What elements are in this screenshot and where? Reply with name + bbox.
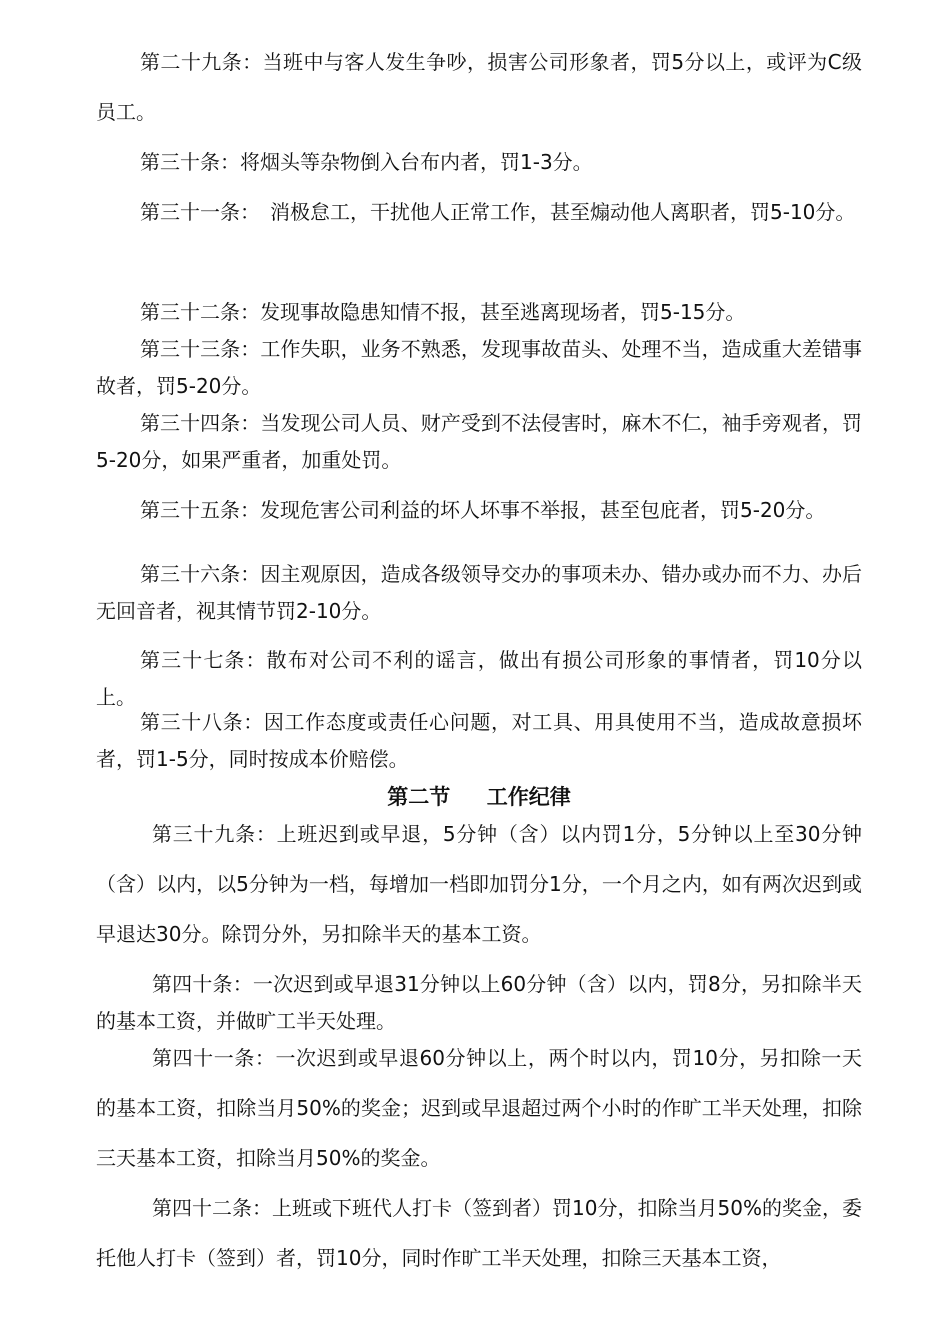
article-41: 第四十一条：一次迟到或早退60分钟以上，两个时以内，罚10分，另扣除一天的基本工资，扣除当月50%的奖金；迟到或早退超过两个小时的作旷工半天处理，扣除三天基本工资，扣除当月50%的奖金。 (96, 1046, 862, 1170)
article-37: 第三十七条：散布对公司不利的谣言，做出有损公司形象的事情者，罚10分以上。 (96, 648, 862, 709)
section-number: 第二节 (387, 785, 451, 809)
article-39: 第三十九条：上班迟到或早退，5分钟（含）以内罚1分，5分钟以上至30分钟（含）以内，以5分钟为一档，每增加一档即加罚分1分，一个月之内，如有两次迟到或早退达30分。除罚分外，另扣除半天的基本工资。 (96, 822, 862, 946)
article-36: 第三十六条：因主观原因，造成各级领导交办的事项未办、错办或办而不力、办后无回音者，视其情节罚2-10分。 (96, 562, 862, 623)
article-30: 第三十条：将烟头等杂物倒入台布内者，罚1-3分。 (140, 150, 593, 174)
article-35: 第三十五条：发现危害公司利益的坏人坏事不举报，甚至包庇者，罚5-20分。 (140, 498, 826, 522)
article-42: 第四十二条：上班或下班代人打卡（签到者）罚10分，扣除当月50%的奖金，委托他人打卡（签到）者，罚10分，同时作旷工半天处理，扣除三天基本工资， (96, 1196, 862, 1270)
article-40: 第四十条：一次迟到或早退31分钟以上60分钟（含）以内，罚8分，另扣除半天的基本工资，并做旷工半天处理。 (96, 972, 862, 1033)
article-31: 第三十一条： 消极怠工，干扰他人正常工作，甚至煽动他人离职者，罚5-10分。 (140, 200, 856, 224)
section-title-text: 工作纪律 (486, 785, 571, 809)
article-29: 第二十九条：当班中与客人发生争吵，损害公司形象者，罚5分以上，或评为C级员工。 (96, 50, 862, 124)
article-34: 第三十四条：当发现公司人员、财产受到不法侵害时，麻木不仁，袖手旁观者，罚5-20分，如果严重者，加重处罚。 (96, 411, 862, 472)
article-32: 第三十二条：发现事故隐患知情不报，甚至逃离现场者，罚5-15分。 (140, 300, 746, 324)
article-33: 第三十三条：工作失职，业务不熟悉，发现事故苗头、处理不当，造成重大差错事故者，罚5-20分。 (96, 337, 862, 398)
article-38: 第三十八条：因工作态度或责任心问题，对工具、用具使用不当，造成故意损坏者，罚1-5分，同时按成本价赔偿。 (96, 710, 862, 771)
